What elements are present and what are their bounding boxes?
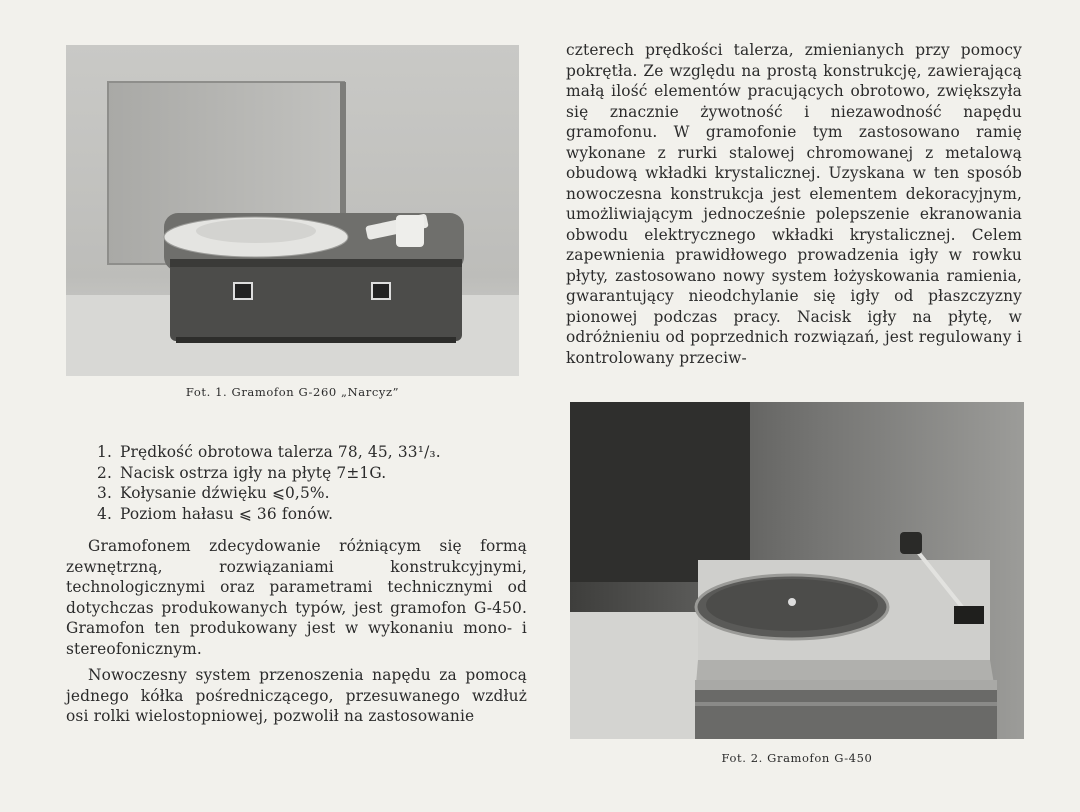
left-column	[86, 442, 526, 524]
spec-list	[86, 442, 526, 524]
photo-gramofon-g260	[66, 45, 519, 376]
right-column	[566, 40, 1022, 368]
spec-text: Poziom hałasu ⩽ 36 fonów.	[120, 504, 334, 523]
photo-gramofon-g450	[570, 402, 1024, 739]
spec-num: 1.	[97, 443, 112, 461]
spec-item	[86, 504, 526, 525]
spec-text: Kołysanie dźwięku ⩽0,5%.	[120, 484, 330, 502]
spec-text: Nacisk ostrza igły na płytę 7±1G.	[120, 463, 387, 482]
paragraph: Gramofonem zdecydowanie różniącym się formą zewnętrzną, rozwiązaniami konstrukcyjnymi, technologicznymi oraz parametrami technicznymi od dotychczas produkowanych typów, jest gramofon G-450. Gramofon ten produkowany jest w wykonaniu mono- i stereofonicznym.	[66, 537, 527, 658]
spec-num: 3.	[97, 484, 112, 502]
spec-num: 4.	[97, 504, 112, 523]
paragraph: Nowoczesny system przenoszenia napędu za pomocą jednego kółka pośredniczącego, przesuwanego wzdłuż osi rolki wielostopniowej, pozwolił na zastosowanie	[66, 666, 527, 725]
paragraph: czterech prędkości talerza, zmienianych przy pomocy pokrętła. Ze względu na prostą konstrukcję, zawierającą małą ilość elementów pracujących obrotowo, zwiększyła się znacznie żywotność i niezawodność napędu gramofonu. W gramofonie tym zastosowano ramię wykonane z rurki stalowej chromowanej z metalową obudową wkładki krystalicznej. Uzyskana w ten sposób nowoczesna konstrukcja jest elementem dekoracyjnym, umożliwiającym jednocześnie polepszenie ekranowania obwodu elektrycznego wkładki krystalicznej. Celem zapewnienia prawidłowego prowadzenia igły w rowku płyty, zastosowano nowy system łożyskowania ramienia, gwarantujący nieodchylanie się igły od płaszczyzny pionowej podczas pracy. Nacisk igły na płytę, w odróżnieniu od poprzednich rozwiązań, jest regulowany i kontrolowany przeciw-	[566, 41, 1022, 367]
spec-num: 2.	[97, 463, 112, 482]
spec-item	[86, 463, 526, 484]
spec-item	[86, 483, 526, 504]
left-body	[66, 536, 527, 727]
figure2-caption: Fot. 2. Gramofon G-450	[721, 751, 873, 765]
spec-text: Prędkość obrotowa talerza 78, 45, 33¹/₃.	[120, 443, 441, 461]
figure1-caption: Fot. 1. Gramofon G-260 „Narcyz”	[185, 385, 400, 399]
spec-item	[86, 442, 526, 463]
